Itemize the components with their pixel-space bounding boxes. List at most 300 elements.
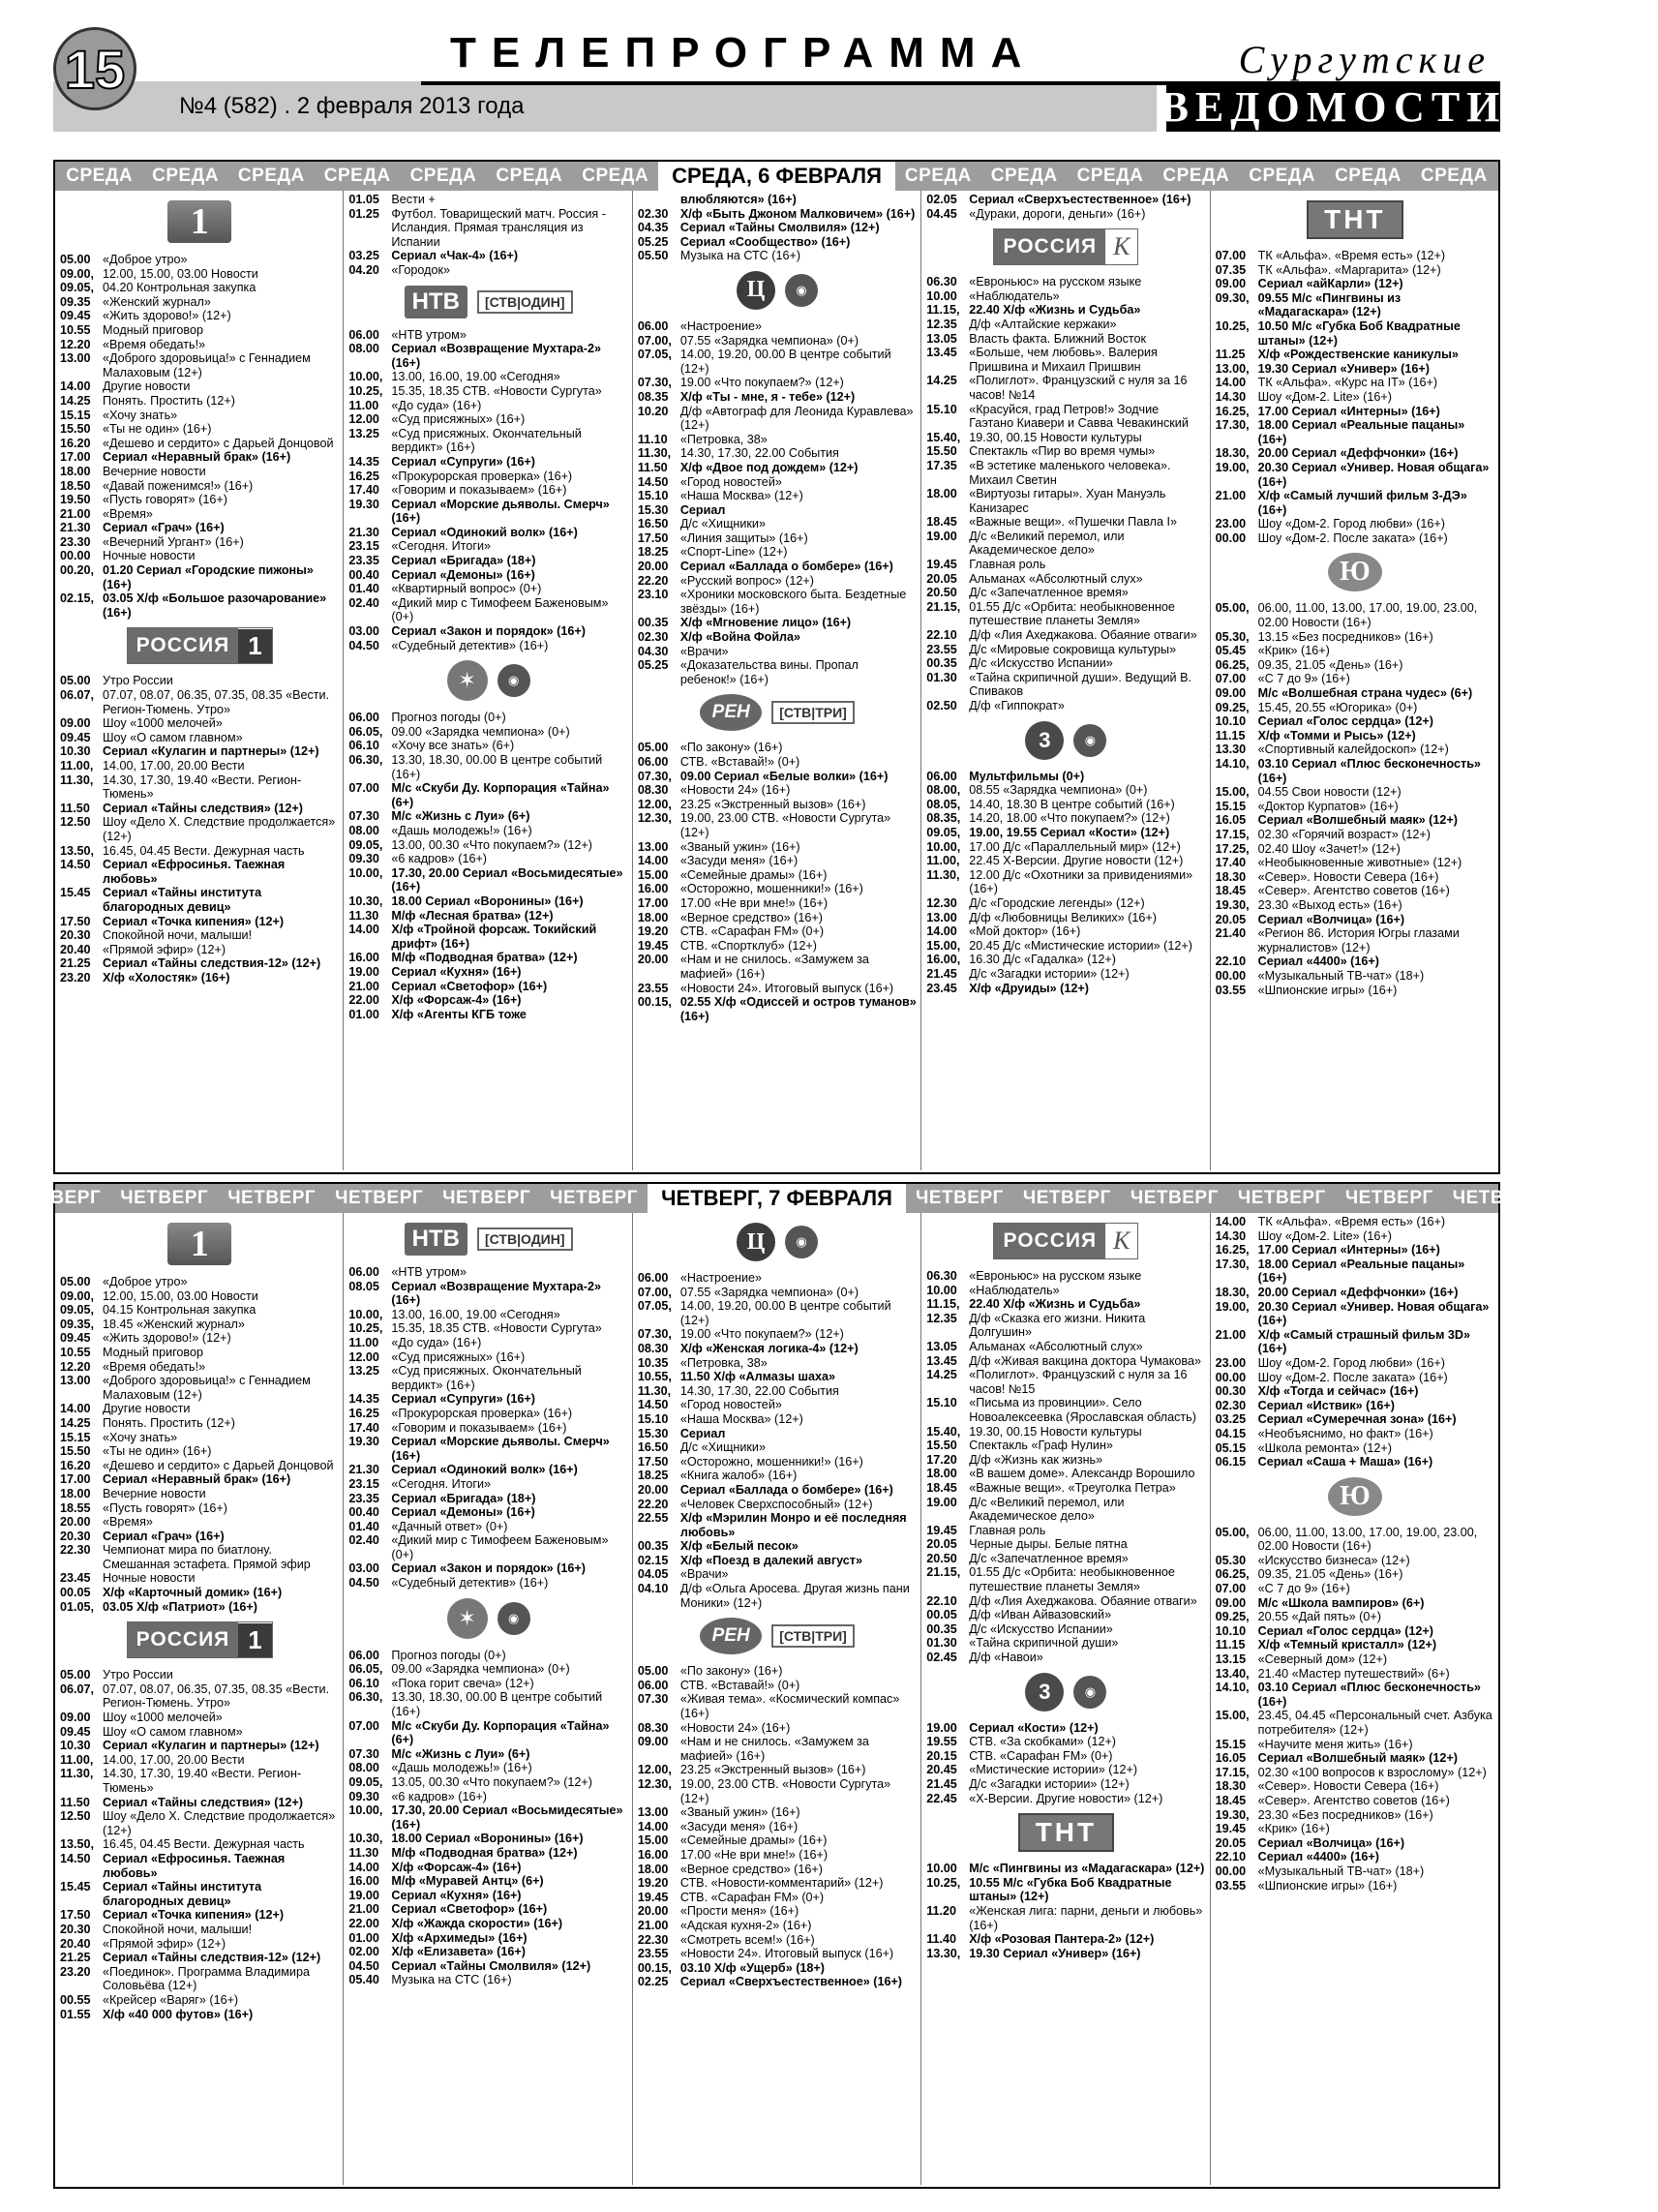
listing-column bbox=[633, 191, 921, 1170]
program-title: М/ф «Муравей Антц» (6+) bbox=[391, 1874, 544, 1889]
program-title: Альманах «Абсолютный слух» bbox=[969, 1339, 1143, 1353]
program-entry bbox=[1216, 277, 1494, 291]
program-time: 14.50 bbox=[637, 474, 669, 489]
program-entry bbox=[926, 783, 1205, 798]
program-title: «Важные вещи». «Треуголка Петра» bbox=[969, 1480, 1176, 1495]
program-time: 01.55 bbox=[60, 2007, 91, 2021]
program-time: 09.00 bbox=[60, 1711, 91, 1725]
channel-russia-word: РОССИЯ bbox=[128, 1622, 239, 1657]
program-time: 07.35 bbox=[1215, 262, 1247, 277]
program-time: 21.30 bbox=[60, 521, 91, 535]
program-title: М/с «Школа вампиров» (6+) bbox=[1257, 1595, 1425, 1610]
program-entry bbox=[60, 773, 339, 802]
channel-ren-icon: РЕН bbox=[700, 1618, 762, 1654]
program-time: 18.25 bbox=[637, 1469, 669, 1483]
channel-stv-icon: ◉ bbox=[785, 274, 818, 307]
program-time: 10.55 bbox=[60, 1345, 91, 1359]
program-title: 04.55 Свои новости (12+) bbox=[1257, 785, 1402, 800]
program-title: 13.00, 16.00, 19.00 «Сегодня» bbox=[391, 370, 560, 384]
program-time: 12.00, bbox=[637, 797, 672, 811]
program-time: 20.00 bbox=[637, 1482, 669, 1497]
program-title: «Прямой эфир» (12+) bbox=[103, 1936, 226, 1951]
program-title: Вечерние новости bbox=[103, 464, 206, 478]
program-entry bbox=[1216, 1610, 1494, 1624]
program-time: 08.30 bbox=[637, 783, 669, 798]
program-entry bbox=[638, 1891, 917, 1905]
program-title: Д/ф «Живая вакцина доктора Чумакова» bbox=[969, 1353, 1201, 1368]
program-time: 08.00 bbox=[348, 823, 379, 837]
program-time: 11.30, bbox=[926, 867, 960, 882]
program-entry bbox=[60, 1275, 339, 1289]
channel-logo-tvc bbox=[638, 271, 917, 310]
program-entry bbox=[348, 1649, 627, 1663]
program-title: М/с «Скуби Ду. Корпорация «Тайна» (6+) bbox=[391, 1718, 610, 1747]
program-title: 18.00 Сериал «Реальные пацаны» (16+) bbox=[1257, 418, 1465, 446]
program-time: 15.15 bbox=[1215, 799, 1247, 813]
program-time: 23.45 bbox=[60, 1571, 91, 1586]
program-entry bbox=[60, 1472, 339, 1487]
program-entry bbox=[926, 431, 1205, 445]
program-title: Сериал «Морские дьяволы. Смерч» (16+) bbox=[391, 1435, 610, 1463]
program-entry bbox=[926, 1636, 1205, 1651]
program-time: 17.15, bbox=[1215, 1765, 1250, 1779]
program-title: Сериал «Морские дьяволы. Смерч» (16+) bbox=[391, 497, 610, 526]
program-entry bbox=[348, 1790, 627, 1804]
program-time: 10.00, bbox=[348, 865, 383, 880]
program-entry bbox=[348, 1505, 627, 1520]
program-entry bbox=[1216, 870, 1494, 885]
program-time: 04.35 bbox=[637, 221, 669, 235]
program-entry bbox=[926, 600, 1205, 628]
program-entry bbox=[926, 868, 1205, 896]
program-entry bbox=[1216, 1751, 1494, 1766]
program-title: Мультфильмы (0+) bbox=[969, 769, 1085, 783]
program-title: «Прокурорская проверка» (16+) bbox=[391, 469, 573, 483]
program-entry bbox=[60, 1431, 339, 1445]
program-title: Х/ф «Друиды» (12+) bbox=[969, 981, 1089, 995]
program-time: 05.00 bbox=[637, 741, 669, 755]
program-time: 15.10 bbox=[926, 1396, 957, 1410]
program-entry bbox=[60, 1374, 339, 1402]
program-time: 07.00 bbox=[1215, 1582, 1247, 1596]
program-entry bbox=[1216, 644, 1494, 658]
program-time: 12.30, bbox=[637, 1777, 672, 1791]
program-time: 20.40 bbox=[60, 1936, 91, 1951]
program-time: 02.05 bbox=[926, 193, 957, 206]
program-entry bbox=[638, 560, 917, 574]
program-title: «До суда» (16+) bbox=[391, 398, 482, 412]
program-entry bbox=[60, 1852, 339, 1880]
program-entry bbox=[1216, 1526, 1494, 1554]
program-title: Д/с «Городские легенды» (12+) bbox=[969, 895, 1145, 910]
program-title: 19.00, 19.55 Сериал «Кости» (12+) bbox=[969, 825, 1170, 839]
program-title: «Дешево и сердито» с Дарьей Донцовой bbox=[103, 1458, 334, 1472]
program-entry bbox=[926, 1904, 1205, 1932]
program-title: 15.35, 18.35 СТВ. «Новости Сургута» bbox=[391, 383, 602, 398]
program-time: 10.00 bbox=[926, 288, 957, 303]
program-entry bbox=[348, 1931, 627, 1946]
program-entry bbox=[60, 844, 339, 859]
program-entry bbox=[926, 982, 1205, 996]
program-entry bbox=[1216, 601, 1494, 629]
program-time: 14.00 bbox=[637, 854, 669, 868]
program-entry bbox=[1216, 1412, 1494, 1427]
channel-one-icon bbox=[167, 200, 231, 243]
program-time: 09.30 bbox=[348, 1789, 379, 1803]
program-entry bbox=[638, 1777, 917, 1805]
program-time: 14.25 bbox=[60, 1415, 91, 1430]
program-title: Сериал «Закон и порядок» (16+) bbox=[391, 624, 586, 639]
program-entry bbox=[926, 1651, 1205, 1665]
program-title: «Шпионские игры» (16+) bbox=[1257, 983, 1398, 997]
program-title: Сериал «Иствик» (16+) bbox=[1257, 1398, 1395, 1412]
program-time: 00.40 bbox=[348, 1505, 379, 1520]
program-entry bbox=[638, 1805, 917, 1820]
program-entry bbox=[60, 1951, 339, 1965]
program-time: 20.30 bbox=[60, 928, 91, 943]
program-time: 05.40 bbox=[348, 1973, 379, 1987]
program-title: «Новости 24» (16+) bbox=[679, 1720, 791, 1735]
program-title: «Настроение» bbox=[679, 318, 762, 333]
program-entry bbox=[638, 995, 917, 1023]
program-title: «Доктор Курпатов» (16+) bbox=[1257, 799, 1399, 813]
program-entry bbox=[638, 221, 917, 235]
program-title: 02.40 Шоу «Зачет!» (12+) bbox=[1257, 841, 1401, 856]
program-time: 14.00 bbox=[1215, 376, 1247, 390]
program-entry bbox=[638, 1498, 917, 1512]
program-entry bbox=[348, 739, 627, 753]
program-title: 08.55 «Зарядка чемпиона» (0+) bbox=[969, 783, 1148, 798]
program-title: «Вечерний Ургант» (16+) bbox=[103, 534, 244, 549]
program-time: 12.30 bbox=[926, 895, 957, 910]
channel-russia-icon bbox=[127, 627, 273, 664]
program-time: 11.15, bbox=[926, 303, 960, 318]
channel-logo-tv3 bbox=[926, 721, 1205, 760]
program-time: 03.25 bbox=[1215, 1412, 1247, 1427]
program-title: Главная роль bbox=[969, 1523, 1046, 1537]
program-title: 13.00, 00.30 «Что покупаем?» (12+) bbox=[391, 837, 592, 852]
program-time: 04.05 bbox=[637, 1567, 669, 1582]
program-time: 14.30 bbox=[1215, 389, 1247, 404]
program-title: 09.00 Сериал «Белые волки» (16+) bbox=[679, 769, 889, 783]
program-title: «Мой доктор» (16+) bbox=[969, 924, 1081, 939]
program-time: 07.00, bbox=[637, 333, 672, 348]
program-entry bbox=[60, 971, 339, 985]
program-time: 01.25 bbox=[348, 206, 379, 221]
program-entry bbox=[926, 1467, 1205, 1481]
program-entry bbox=[348, 809, 627, 824]
program-entry bbox=[60, 1668, 339, 1682]
channel-russia-word: РОССИЯ bbox=[994, 1224, 1105, 1258]
program-entry bbox=[926, 1481, 1205, 1496]
program-entry bbox=[638, 1384, 917, 1399]
program-title: «Крик» (16+) bbox=[1257, 1822, 1330, 1836]
program-entry bbox=[1216, 1215, 1494, 1229]
program-title: Х/ф «Рождественские каникулы» bbox=[1257, 348, 1459, 362]
program-entry bbox=[1216, 390, 1494, 405]
program-time: 10.00, bbox=[926, 839, 961, 854]
program-time: 01.00 bbox=[348, 1930, 379, 1945]
program-entry bbox=[348, 711, 627, 725]
program-time: 13.30, bbox=[926, 1946, 961, 1960]
program-entry bbox=[60, 1402, 339, 1416]
program-title: 17.00 Сериал «Интерны» (16+) bbox=[1257, 1243, 1440, 1258]
program-title: Сериал «Неравный брак» (16+) bbox=[103, 1472, 291, 1487]
program-time: 10.30, bbox=[348, 1832, 383, 1846]
program-entry bbox=[638, 1483, 917, 1498]
program-title: «Время обедать!» bbox=[103, 1359, 206, 1374]
program-entry bbox=[638, 433, 917, 447]
brand-top: Сургутские bbox=[1238, 38, 1491, 81]
program-entry bbox=[60, 535, 339, 550]
channel-tv3-icon: 3 bbox=[1025, 1673, 1064, 1712]
program-title: Сериал bbox=[679, 1426, 726, 1440]
program-entry bbox=[348, 1336, 627, 1350]
channel-russia-icon bbox=[127, 1621, 273, 1658]
day-section-wednesday bbox=[53, 160, 1500, 1174]
day-repeat-label: ЧЕТВЕРГ bbox=[550, 1188, 639, 1208]
day-repeat-label: СРЕДА bbox=[990, 166, 1058, 186]
program-time: 18.00 bbox=[637, 910, 669, 924]
program-title: 15.45, 20.55 «Югорика» (0+) bbox=[1257, 700, 1418, 714]
program-time: 06.00 bbox=[926, 769, 957, 783]
program-time: 20.05 bbox=[1215, 912, 1247, 926]
listing-columns bbox=[55, 1213, 1498, 2185]
program-title: Шоу «Дом-2. Город любви» (16+) bbox=[1257, 1355, 1445, 1370]
program-time: 22.20 bbox=[637, 1497, 669, 1511]
program-title: «Прямой эфир» (12+) bbox=[103, 942, 226, 956]
program-time: 16.25, bbox=[1215, 404, 1250, 418]
program-title: Сериал «Баллада о бомбере» (16+) bbox=[679, 1482, 893, 1497]
program-entry bbox=[348, 384, 627, 399]
program-entry bbox=[60, 1923, 339, 1937]
program-entry bbox=[1216, 446, 1494, 461]
program-title: Д/с «Искусство Испании» bbox=[969, 1621, 1113, 1636]
program-entry bbox=[348, 554, 627, 568]
program-time: 00.35 bbox=[637, 616, 669, 630]
program-title: Х/ф «Архимеды» (16+) bbox=[391, 1930, 528, 1945]
program-time: 07.00 bbox=[348, 1718, 379, 1733]
program-title: 17.30, 20.00 Сериал «Восьмидесятые» (16+) bbox=[391, 1803, 623, 1832]
program-title: «Семейные драмы» (16+) bbox=[679, 867, 828, 882]
program-title: Сериал «Волчица» (16+) bbox=[1257, 912, 1405, 926]
program-time: 18.00 bbox=[637, 1862, 669, 1876]
program-title: «Север». Новости Севера (16+) bbox=[1257, 1779, 1439, 1794]
program-title: 07.55 «Зарядка чемпиона» (0+) bbox=[679, 333, 859, 348]
program-entry bbox=[926, 1735, 1205, 1749]
program-entry bbox=[348, 1761, 627, 1775]
program-entry bbox=[638, 1876, 917, 1891]
program-title: 18.45 «Женский журнал» bbox=[103, 1317, 245, 1331]
program-time: 06.30, bbox=[348, 753, 383, 767]
program-entry bbox=[348, 399, 627, 413]
program-entry bbox=[348, 624, 627, 639]
program-time: 00.35 bbox=[637, 1539, 669, 1554]
channel-russia-word: РОССИЯ bbox=[994, 229, 1105, 264]
program-time: 04.45 bbox=[926, 206, 957, 221]
program-entry bbox=[60, 493, 339, 507]
program-time: 13.00 bbox=[637, 839, 669, 854]
program-title: «Полиглот». Французский с нуля за 16 часов! №14 bbox=[969, 374, 1188, 402]
program-title: Д/с «Великий перемол, или Академическое дело» bbox=[969, 1495, 1125, 1524]
program-time: 14.50 bbox=[60, 858, 91, 872]
program-entry bbox=[638, 1567, 917, 1582]
program-entry bbox=[348, 582, 627, 596]
program-time: 14.00 bbox=[60, 1402, 91, 1416]
program-entry bbox=[638, 1664, 917, 1679]
program-entry bbox=[1216, 1441, 1494, 1456]
program-entry bbox=[926, 656, 1205, 671]
program-title: 17.00 «Не ври мне!» (16+) bbox=[679, 895, 829, 910]
program-entry bbox=[348, 328, 627, 343]
program-title: Сериал «Голос сердца» (12+) bbox=[1257, 1623, 1433, 1638]
program-title: «Город новостей» bbox=[679, 474, 782, 489]
program-title: «Наблюдатель» bbox=[969, 288, 1060, 303]
program-title: Д/с «Мировые сокровища культуры» bbox=[969, 642, 1177, 656]
program-time: 19.20 bbox=[637, 924, 669, 939]
program-entry bbox=[348, 1520, 627, 1534]
program-entry bbox=[348, 639, 627, 653]
program-entry bbox=[1216, 1681, 1494, 1709]
program-title: «Городок» bbox=[391, 262, 450, 277]
program-title: «Доброе утро» bbox=[103, 1275, 188, 1288]
program-time: 05.50 bbox=[637, 249, 669, 263]
program-time: 02.00 bbox=[348, 1945, 379, 1959]
channel-logo-tnt bbox=[1216, 200, 1494, 239]
program-time: 05.00 bbox=[637, 1664, 669, 1679]
program-entry bbox=[926, 1552, 1205, 1566]
program-entry bbox=[348, 1662, 627, 1677]
program-entry bbox=[638, 840, 917, 855]
program-time: 06.07, bbox=[60, 1682, 95, 1696]
day-section-thursday bbox=[13, 1182, 1648, 2189]
program-time: 01.40 bbox=[348, 1519, 379, 1533]
day-repeat-label: ЧЕТВЕРГ bbox=[1022, 1188, 1111, 1208]
program-entry bbox=[60, 394, 339, 409]
program-entry bbox=[926, 1354, 1205, 1369]
program-time: 04.20 bbox=[348, 262, 379, 277]
program-entry bbox=[60, 1880, 339, 1908]
program-entry bbox=[1216, 1822, 1494, 1836]
program-time: 14.30 bbox=[1215, 1228, 1247, 1243]
program-entry bbox=[926, 911, 1205, 925]
program-title: «Ты не один» (16+) bbox=[103, 1444, 212, 1459]
program-title: 14.40, 18.30 В центре событий (16+) bbox=[969, 797, 1175, 811]
program-title: Сериал «Возвращение Мухтара-2» (16+) bbox=[391, 342, 601, 370]
program-entry bbox=[60, 1937, 339, 1952]
program-title: 13.15 «Без посредников» (16+) bbox=[1257, 629, 1433, 644]
program-time: 10.30 bbox=[60, 1739, 91, 1753]
program-time: 16.20 bbox=[60, 1458, 91, 1472]
program-entry bbox=[348, 263, 627, 278]
program-entry bbox=[1216, 1652, 1494, 1667]
program-entry bbox=[1216, 828, 1494, 842]
program-entry bbox=[60, 1543, 339, 1571]
program-entry bbox=[926, 1721, 1205, 1736]
program-time: 01.30 bbox=[926, 1636, 957, 1651]
program-title: Д/ф «Навои» bbox=[969, 1651, 1043, 1665]
program-entry bbox=[1216, 1229, 1494, 1244]
program-entry bbox=[348, 1902, 627, 1917]
program-entry bbox=[638, 1848, 917, 1863]
program-time: 05.00 bbox=[60, 253, 91, 266]
channel-stv-icon: ◉ bbox=[1073, 1676, 1106, 1709]
program-title: 23.25 «Экстренный вызов» (16+) bbox=[679, 1763, 866, 1777]
program-entry bbox=[348, 1719, 627, 1747]
program-entry bbox=[638, 1356, 917, 1371]
program-time: 05.00 bbox=[60, 1275, 91, 1288]
program-time: 15.00 bbox=[637, 1833, 669, 1848]
program-title: «Северный дом» (12+) bbox=[1257, 1652, 1388, 1667]
program-time: 00.00 bbox=[1215, 1864, 1247, 1878]
program-entry bbox=[1216, 1864, 1494, 1879]
program-title: «Важные вещи». «Пушечки Павла I» bbox=[969, 515, 1177, 530]
program-title: 09.35, 21.05 «День» (16+) bbox=[1257, 657, 1403, 672]
program-time: 15.50 bbox=[60, 1444, 91, 1459]
program-entry bbox=[348, 1576, 627, 1591]
program-entry bbox=[60, 928, 339, 943]
channel-stv-icon: ◉ bbox=[497, 1602, 530, 1635]
program-time: 00.20, bbox=[60, 563, 95, 578]
program-time: 01.30 bbox=[926, 670, 957, 684]
program-title: Спокойной ночи, малыши! bbox=[103, 928, 253, 943]
program-entry bbox=[1216, 263, 1494, 278]
program-time: 08.00 bbox=[348, 342, 379, 356]
listing-column bbox=[633, 1213, 921, 2185]
masthead bbox=[53, 27, 1507, 132]
channel-logo-ntv bbox=[348, 1223, 627, 1256]
program-title: 19.00, 23.00 СТВ. «Новости Сургута» (12+) bbox=[679, 811, 891, 839]
program-entry bbox=[1216, 1582, 1494, 1596]
program-title: «Засуди меня» (16+) bbox=[679, 1819, 799, 1833]
channel-ctc-icon: ✶ bbox=[447, 660, 488, 701]
program-time: 00.35 bbox=[926, 656, 957, 671]
program-title: Х/ф «Самый лучший фильм 3-ДЭ» (16+) bbox=[1257, 489, 1467, 517]
program-entry bbox=[348, 753, 627, 781]
program-title: Шоу «Дом-2. Lite» (16+) bbox=[1257, 389, 1392, 404]
program-title: 23.30 «Без посредников» (16+) bbox=[1257, 1807, 1433, 1822]
program-time: 09.05, bbox=[348, 1775, 383, 1789]
program-time: 21.15, bbox=[926, 599, 961, 614]
program-time: 09.05, bbox=[348, 837, 383, 852]
program-time: 20.00 bbox=[637, 560, 669, 574]
program-time: 17.20 bbox=[926, 1452, 957, 1467]
program-title: Сериал «Светофор» (16+) bbox=[391, 979, 548, 993]
program-entry bbox=[348, 1803, 627, 1832]
program-title: «Говорим и показываем» (16+) bbox=[391, 1420, 567, 1435]
program-title: 06.00, 11.00, 13.00, 17.00, 19.00, 23.00, 02.00 Новости (16+) bbox=[1257, 601, 1478, 630]
program-title: 14.30, 17.30, 19.40 «Вести. Регион-Тюмень» bbox=[103, 773, 302, 802]
program-time: 12.20 bbox=[60, 337, 91, 351]
program-entry bbox=[348, 455, 627, 470]
program-time: 14.25 bbox=[926, 374, 957, 388]
program-time: 01.05 bbox=[348, 193, 379, 206]
program-time: 10.20 bbox=[637, 404, 669, 418]
program-time: 04.50 bbox=[348, 1958, 379, 1973]
program-title: «Тайна скрипичной души» bbox=[969, 1636, 1119, 1651]
program-time: 22.00 bbox=[348, 993, 379, 1008]
program-title: 12.00, 15.00, 03.00 Новости bbox=[103, 1288, 258, 1303]
program-time: 06.30 bbox=[926, 275, 957, 289]
program-title: Музыка на СТС (16+) bbox=[679, 249, 801, 263]
program-entry bbox=[348, 1008, 627, 1022]
program-entry bbox=[1216, 1399, 1494, 1413]
program-time: 10.10 bbox=[1215, 714, 1247, 729]
channel-logo-ren bbox=[638, 1618, 917, 1654]
program-time: 19.45 bbox=[926, 1523, 957, 1537]
program-entry bbox=[926, 572, 1205, 587]
program-entry bbox=[1216, 418, 1494, 446]
